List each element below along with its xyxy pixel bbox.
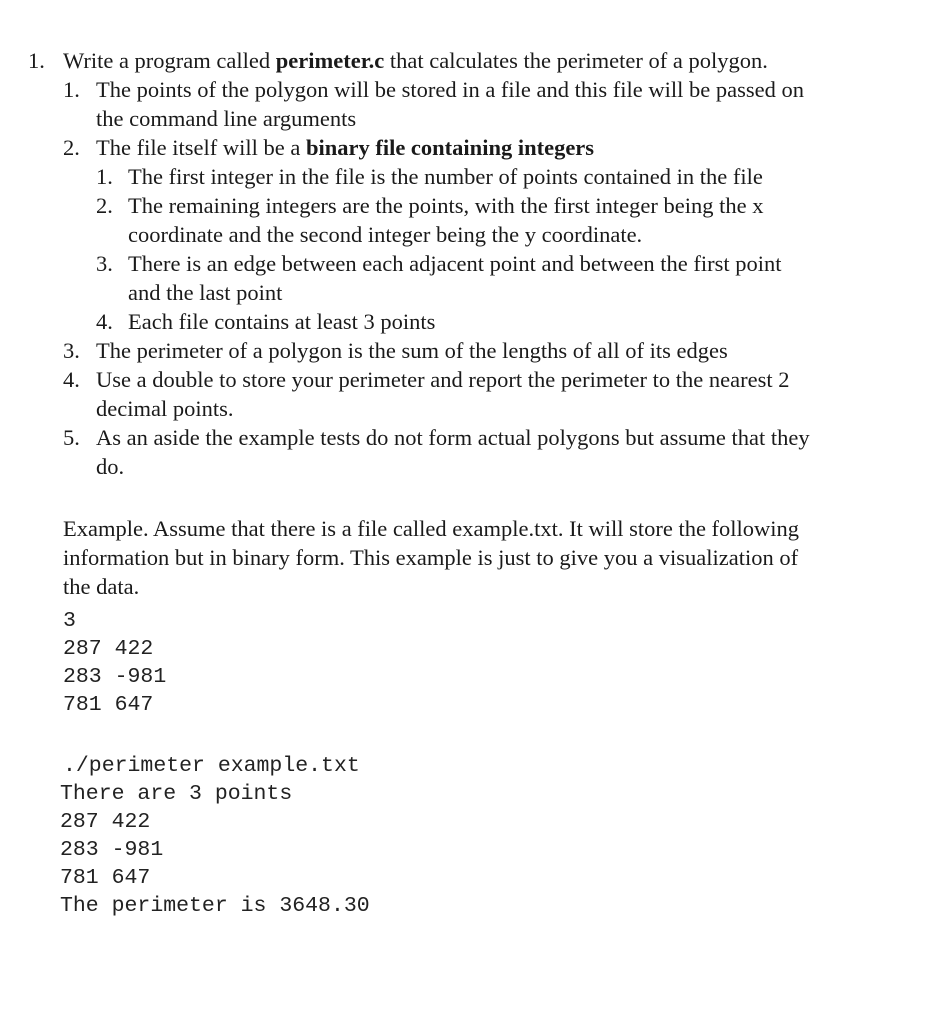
output-line: 781 647 xyxy=(60,866,151,890)
sub-2-1-number: 1. xyxy=(96,164,113,189)
file-data-line: 287 422 xyxy=(63,637,154,661)
sub-4-number: 4. xyxy=(63,367,80,392)
sub-2-3-line1: There is an edge between each adjacent point and between the first point xyxy=(128,251,782,276)
perimeter-result: The perimeter is 3648.30 xyxy=(60,894,370,918)
sub-2-4-number: 4. xyxy=(96,309,113,334)
example-line2: information but in binary form. This example is just to give you a visualization of xyxy=(63,545,799,570)
file-data-line: 283 -981 xyxy=(63,665,167,689)
file-data-line: 3 xyxy=(63,609,76,633)
sub-2-3-number: 3. xyxy=(96,251,113,276)
sub-5-line1: As an aside the example tests do not form actual polygons but assume that they xyxy=(96,425,810,450)
sub-4-line1: Use a double to store your perimeter and report the perimeter to the nearest 2 xyxy=(96,367,790,392)
sub-2-2-number: 2. xyxy=(96,193,113,218)
sub-1-line1: The points of the polygon will be stored in a file and this file will be passed on xyxy=(96,77,804,102)
sub-2-2-line1: The remaining integers are the points, with the first integer being the x xyxy=(128,193,764,218)
output-line: There are 3 points xyxy=(60,782,293,806)
sub-3-text: The perimeter of a polygon is the sum of the lengths of all of its edges xyxy=(96,338,728,363)
sub-2-4-text: Each file contains at least 3 points xyxy=(128,309,436,334)
item-1-text: Write a program called perimeter.c that calculates the perimeter of a polygon. xyxy=(63,48,768,73)
output-line: 287 422 xyxy=(60,810,151,834)
example-line1: Example. Assume that there is a file called example.txt. It will store the following xyxy=(63,516,800,541)
sub-2-text: The file itself will be a binary file containing integers xyxy=(96,135,595,160)
sub-2-3-line2: and the last point xyxy=(128,280,283,305)
command-line: ./perimeter example.txt xyxy=(63,754,360,778)
sub-3-number: 3. xyxy=(63,338,80,363)
example-line3: the data. xyxy=(63,574,140,599)
output-line: 283 -981 xyxy=(60,838,164,862)
sub-1-number: 1. xyxy=(63,77,80,102)
sub-5-number: 5. xyxy=(63,425,80,450)
file-data-line: 781 647 xyxy=(63,693,154,717)
sub-5-line2: do. xyxy=(96,454,125,479)
sub-2-1-text: The first integer in the file is the number of points contained in the file xyxy=(128,164,763,189)
binary-file-emphasis: binary file containing integers xyxy=(305,135,595,160)
sub-2-number: 2. xyxy=(63,135,80,160)
sub-4-line2: decimal points. xyxy=(96,396,234,421)
sub-2-2-line2: coordinate and the second integer being the y coordinate. xyxy=(128,222,643,247)
program-name: perimeter.c xyxy=(275,48,385,73)
sub-1-line2: the command line arguments xyxy=(96,106,357,131)
item-1-number: 1. xyxy=(28,48,45,73)
